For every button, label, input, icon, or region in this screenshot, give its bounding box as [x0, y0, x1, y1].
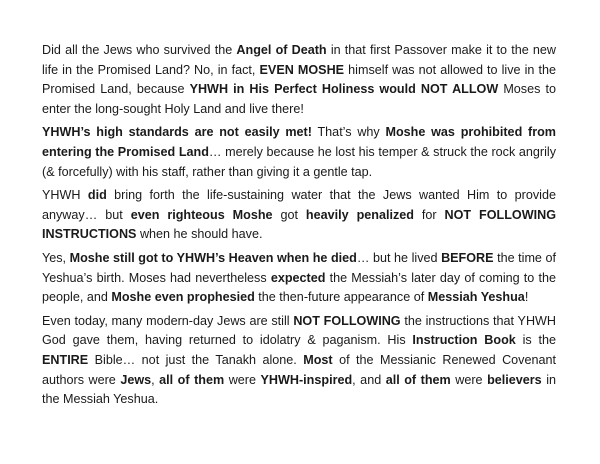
bold-text-run: NOT FOLLOWING INSTRUCTIONS	[42, 207, 556, 242]
bold-text-run: YHWH in His Perfect Holiness would NOT ALLOW	[189, 82, 499, 97]
text-run: … but he lived	[356, 250, 442, 265]
paragraph-4	[42, 249, 556, 308]
bold-text-run: expected	[270, 270, 326, 285]
text-run: the then-future appearance of	[254, 290, 428, 305]
text-run: is the	[515, 333, 556, 348]
bold-text-run: all of them	[385, 372, 451, 387]
bold-text-run: Moshe still got to YHWH’s Heaven when he died	[69, 250, 357, 265]
bold-text-run: Moshe was prohibited from entering the Promised Land	[42, 125, 557, 159]
paragraph-5	[42, 312, 556, 410]
text-run: Yes,	[42, 250, 70, 265]
text-run: ,	[151, 372, 160, 387]
bold-text-run: Instruction Book	[412, 333, 516, 348]
text-run: Bible… not just the Tanakh alone.	[88, 352, 304, 367]
bold-text-run: NOT FOLLOWING	[293, 313, 401, 328]
bold-text-run: EVEN MOSHE	[259, 62, 345, 77]
bold-text-run: believers	[487, 372, 542, 387]
text-run: bring forth the life-sustaining water that the Jews wanted Him to provide anyway… but	[42, 188, 556, 222]
text-run: of the Messianic Renewed Covenant authors were	[42, 352, 556, 387]
text-run: !	[524, 290, 529, 305]
text-run: for	[413, 207, 445, 222]
text-run: That’s why	[311, 125, 386, 140]
text-run: … merely because he lost his temper & struck the rock angrily (& forcefully) with his staff, rather than giving it a gentle tap.	[42, 144, 556, 179]
text-run: the time of Yeshua’s birth. Moses had nevertheless	[42, 250, 556, 285]
text-run: in the Messiah Yeshua.	[42, 372, 557, 407]
bold-text-run: ENTIRE	[42, 352, 89, 367]
text-run: , and	[352, 372, 386, 387]
bold-text-run: BEFORE	[441, 250, 494, 265]
paragraph-1	[42, 41, 556, 119]
text-run: Even today, many modern-day Jews are still	[42, 313, 294, 328]
bold-text-run: did	[87, 188, 107, 203]
bold-text-run: even righteous Moshe	[130, 207, 273, 222]
text-run: in that first Passover make it to the new life in the Promised Land? No, in fact,	[42, 43, 556, 77]
bold-text-run: YHWH’s high standards are not easily met!	[42, 125, 312, 140]
text-run: when he should have.	[136, 227, 263, 242]
text-run: the Messiah’s later day of coming to the people, and	[42, 270, 556, 305]
bold-text-run: Jews	[120, 372, 152, 387]
bold-text-run: all of them	[159, 372, 225, 387]
text-run: were	[224, 372, 261, 387]
bold-text-run: Most	[303, 352, 333, 367]
bold-text-run: Moshe even prophesied	[111, 290, 255, 305]
paragraph-2	[42, 123, 556, 182]
text-run: got	[272, 207, 306, 222]
bold-text-run: YHWH-inspired	[260, 372, 353, 387]
text-run: Moses to enter the long-sought Holy Land and live there!	[42, 82, 556, 116]
text-run: were	[450, 372, 488, 387]
text-run: himself was not allowed to live in the Promised Land, because	[42, 62, 557, 97]
text-run: the instructions that YHWH God gave them, having returned to idolatry & paganism. His	[42, 313, 557, 348]
paragraph-3	[42, 186, 556, 245]
document-body	[42, 41, 556, 414]
bold-text-run: Messiah Yeshua	[427, 290, 525, 305]
text-run: Did all the Jews who survived the	[42, 43, 237, 57]
bold-text-run: heavily penalized	[305, 207, 414, 222]
bold-text-run: Angel of Death	[236, 43, 327, 57]
text-run: YHWH	[42, 188, 88, 203]
